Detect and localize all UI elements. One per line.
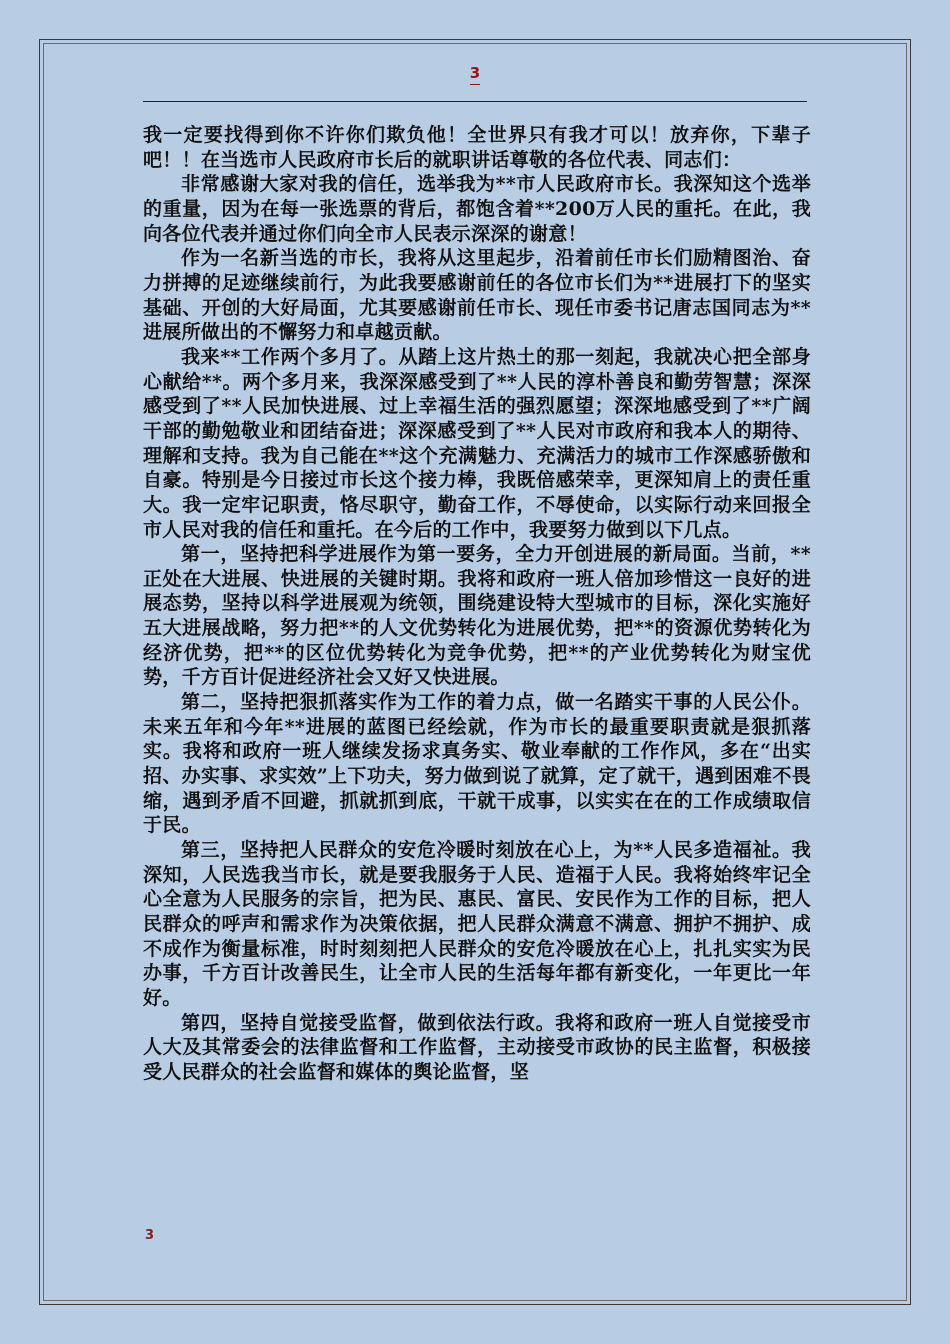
document-body: [143, 123, 811, 1085]
header-page-number: 3: [469, 64, 481, 82]
header-page-number-underline: [470, 84, 480, 85]
paragraph-thanks: 非常感谢大家对我的信任，选举我为**市人民政府市长。我深知这个选举的重量，因为在每一张选票的背后，都饱含着**200万人民的重托。在此，我向各位代表并通过你们向全市人民表示深深的谢意！: [143, 173, 811, 245]
header-rule: [143, 101, 807, 102]
paragraph-second-point: 第二，坚持把狠抓落实作为工作的着力点，做一名踏实干事的人民公仆。未来五年和今年**进展的蓝图已经绘就，作为市长的最重要职责就是狠抓落实。我将和政府一班人继续发扬求真务实、敬业奉献的工作作风，多在“出实招、办实事、求实效”上下功夫，努力做到说了就算，定了就干，遇到困难不畏缩，遇到矛盾不回避，抓就抓到底，干就干成事，以实实在在的工作成绩取信于民。: [143, 691, 811, 837]
paragraph-intro: 我一定要找得到你不许你们欺负他！全世界只有我才可以！放弃你，下辈子吧！！在当选市人民政府市长后的就职讲话尊敬的各位代表、同志们：: [143, 124, 811, 171]
paragraph-predecessors: 作为一名新当选的市长，我将从这里起步，沿着前任市长们励精图治、奋力拼搏的足迹继续前行，为此我要感谢前任的各位市长们为**进展打下的坚实基础、开创的大好局面，尤其要感谢前任市长、现任市委书记唐志国同志为**进展所做出的不懈努力和卓越贡献。: [143, 247, 811, 344]
paragraph-fourth-point: 第四，坚持自觉接受监督，做到依法行政。我将和政府一班人自觉接受市人大及其常委会的法律监督和工作监督，主动接受市政协的民主监督，积极接受人民群众的社会监督和媒体的舆论监督，坚: [143, 1011, 811, 1083]
footer-page-number: 3: [145, 1228, 155, 1243]
paragraph-two-months: 我来**工作两个多月了。从踏上这片热土的那一刻起，我就决心把全部身心献给**。两个多月来，我深深感受到了**人民的淳朴善良和勤劳智慧；深深感受到了**人民加快进展、过上幸福生活的强烈愿望；深深地感受到了**广阔干部的勤勉敬业和团结奋进；深深感受到了**人民对市政府和我本人的期待、理解和支持。我为自己能在**这个充满魅力、充满活力的城市工作深感骄傲和自豪。特别是今日接过市长这个接力棒，我既倍感荣幸，更深知肩上的责任重大。我一定牢记职责，恪尽职守，勤奋工作，不辱使命，以实际行动来回报全市人民对我的信任和重托。在今后的工作中，我要努力做到以下几点。: [143, 345, 811, 541]
paragraph-third-point: 第三，坚持把人民群众的安危冷暖时刻放在心上，为**人民多造福祉。我深知，人民选我当市长，就是要我服务于人民、造福于人民。我将始终牢记全心全意为人民服务的宗旨，把为民、惠民、富民、安民作为工作的目标，把人民群众的呼声和需求作为决策依据，把人民群众满意不满意、拥护不拥护、成不成作为衡量标准，时时刻刻把人民群众的安危冷暖放在心上，扎扎实实为民办事，千方百计改善民生，让全市人民的生活每年都有新变化，一年更比一年好。: [143, 839, 811, 1009]
paragraph-first-point: 第一，坚持把科学进展作为第一要务，全力开创进展的新局面。当前，**正处在大进展、快进展的关键时期。我将和政府一班人倍加珍惜这一良好的进展态势，坚持以科学进展观为统领，围绕建设特大型城市的目标，深化实施好五大进展战略，努力把**的人文优势转化为进展优势，把**的资源优势转化为经济优势，把**的区位优势转化为竞争优势，把**的产业优势转化为财宝优势，千方百计促进经济社会又好又快进展。: [143, 543, 811, 689]
